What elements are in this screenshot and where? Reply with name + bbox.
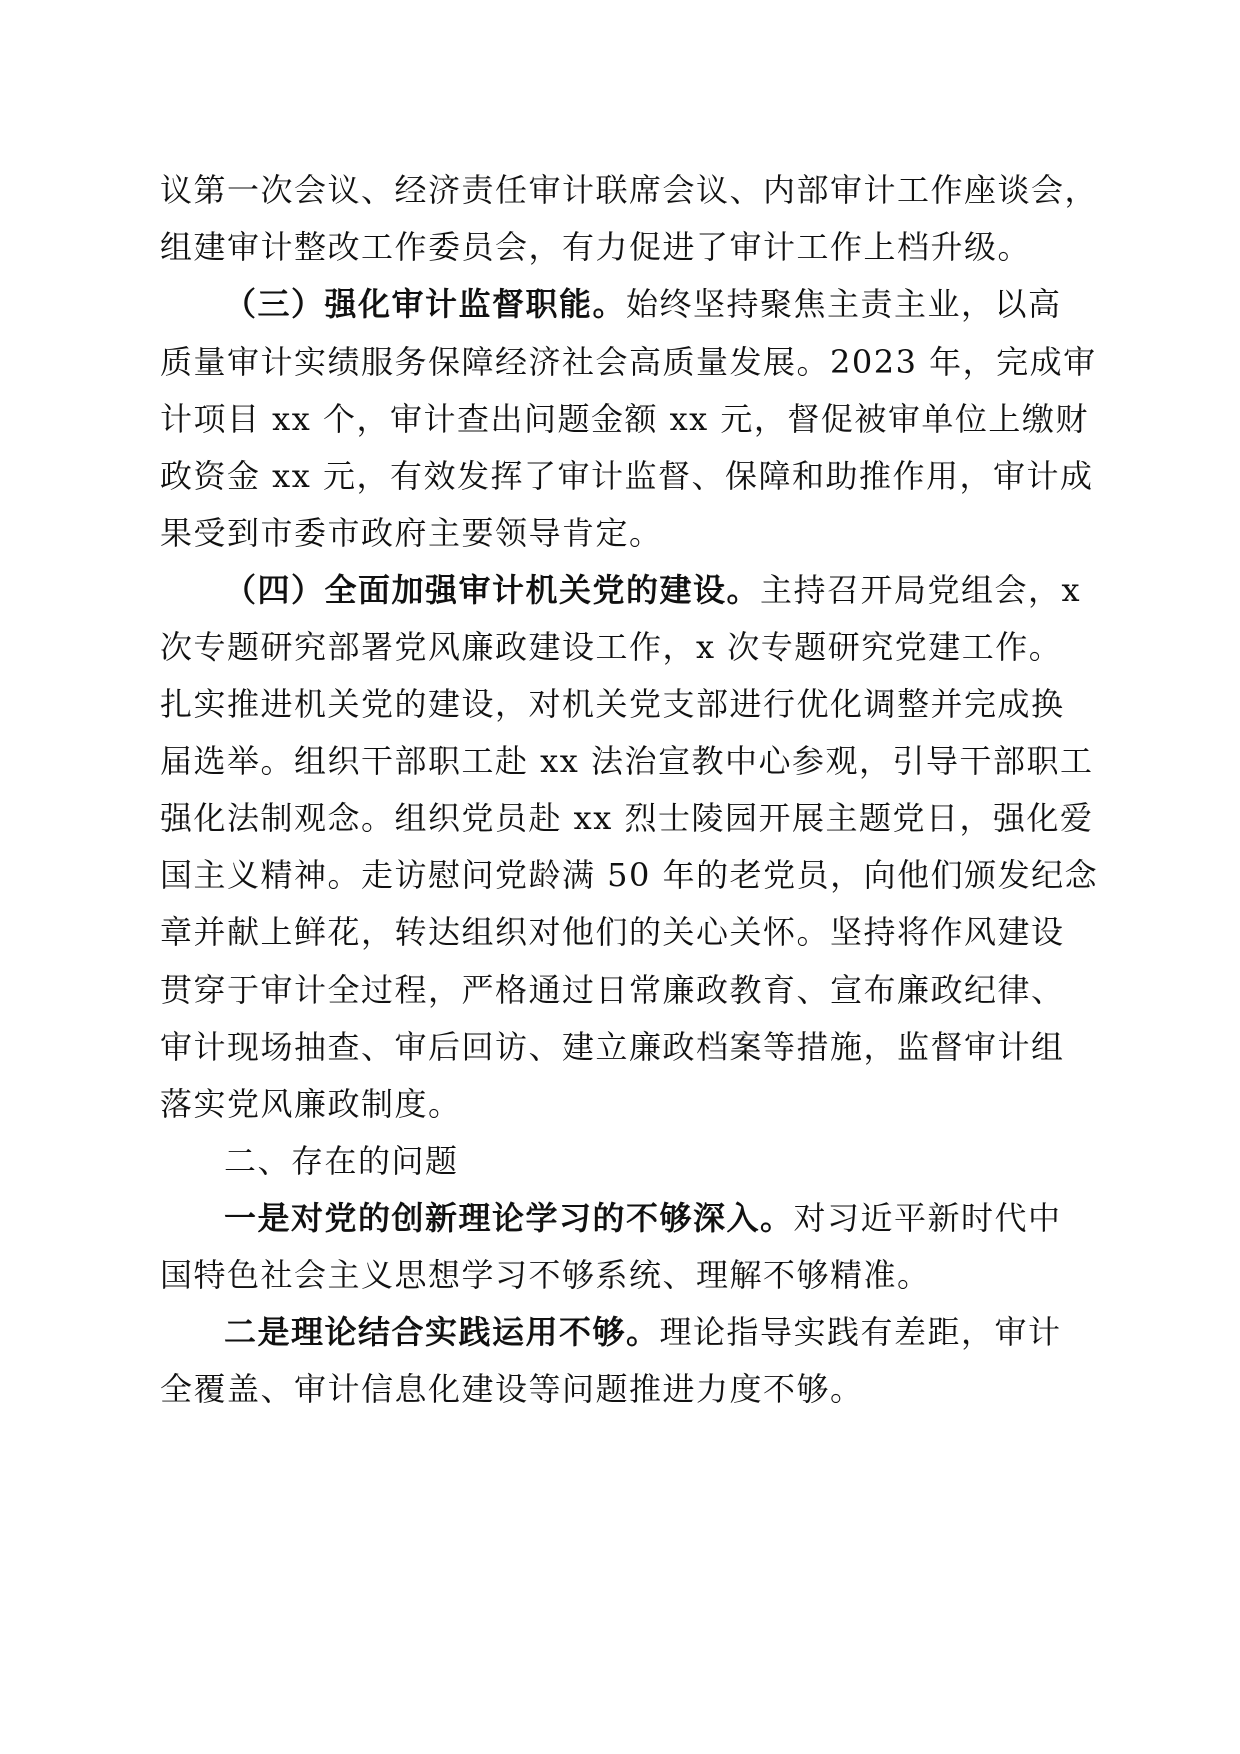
text-span: 果受到市委市政府主要领导肯定。 <box>160 514 663 552</box>
section-title-bold: （四）全面加强审计机关党的建设。 <box>224 571 761 609</box>
text-span: 章并献上鲜花，转达组织对他们的关心关怀。坚持将作风建设 <box>160 913 1065 951</box>
text-line <box>160 627 1062 667</box>
text-span: 国特色社会主义思想学习不够系统、理解不够精准。 <box>160 1256 931 1294</box>
chapter-heading-problems <box>224 1141 459 1181</box>
text-span: 始终坚持聚焦主责主业，以高 <box>626 285 1062 323</box>
problem-title-bold: 一是对党的创新理论学习的不够深入。 <box>224 1199 794 1237</box>
text-line <box>160 741 1093 781</box>
section-title-bold: （三）强化审计监督职能。 <box>224 285 627 323</box>
text-line <box>160 227 1031 267</box>
text-span: 强化法制观念。组织党员赴 xx 烈士陵园开展主题党日，强化爱 <box>160 799 1094 837</box>
text-span: 政资金 xx 元，有效发挥了审计监督、保障和助推作用，审计成 <box>160 457 1094 495</box>
text-span: 落实党风廉政制度。 <box>160 1085 462 1123</box>
problem-item-2 <box>224 1312 1062 1352</box>
text-span: 组建审计整改工作委员会，有力促进了审计工作上档升级。 <box>160 228 1032 266</box>
chapter-title: 二、存在的问题 <box>224 1142 459 1180</box>
text-line <box>160 1027 1065 1067</box>
section-heading-4 <box>224 570 1081 610</box>
text-line <box>160 399 1089 439</box>
section-heading-3 <box>224 284 1062 324</box>
text-span: 全覆盖、审计信息化建设等问题推进力度不够。 <box>160 1370 864 1408</box>
text-line <box>160 1084 462 1124</box>
text-span: 审计现场抽查、审后回访、建立廉政档案等措施，监督审计组 <box>160 1028 1065 1066</box>
text-span: 贯穿于审计全过程，严格通过日常廉政教育、宣布廉政纪律、 <box>160 971 1065 1009</box>
text-line <box>160 1369 864 1409</box>
text-span: 届选举。组织干部职工赴 xx 法治宣教中心参观，引导干部职工 <box>160 742 1094 780</box>
text-line <box>160 684 1065 724</box>
text-span: 国主义精神。走访慰问党龄满 50 年的老党员，向他们颁发纪念 <box>160 856 1099 894</box>
text-line <box>160 970 1065 1010</box>
problem-item-1 <box>224 1198 1062 1238</box>
text-line <box>160 798 1093 838</box>
text-line <box>160 342 1097 382</box>
text-span: 计项目 xx 个，审计查出问题金额 xx 元，督促被审单位上缴财 <box>160 400 1089 438</box>
text-line <box>160 456 1093 496</box>
text-line <box>160 855 1098 895</box>
text-span: 主持召开局党组会，x <box>760 571 1082 609</box>
text-line <box>160 513 663 553</box>
text-line <box>160 170 1098 210</box>
text-span: 议第一次会议、经济责任审计联席会议、内部审计工作座谈会， <box>160 171 1099 209</box>
text-line <box>160 912 1065 952</box>
problem-title-bold: 二是理论结合实践运用不够。 <box>224 1313 660 1351</box>
text-span: 质量审计实绩服务保障经济社会高质量发展。2023 年，完成审 <box>160 343 1097 381</box>
text-span: 扎实推进机关党的建设，对机关党支部进行优化调整并完成换 <box>160 685 1065 723</box>
text-line <box>160 1255 931 1295</box>
text-span: 次专题研究部署党风廉政建设工作，x 次专题研究党建工作。 <box>160 628 1063 666</box>
text-span: 理论指导实践有差距，审计 <box>659 1313 1062 1351</box>
text-span: 对习近平新时代中 <box>793 1199 1062 1237</box>
